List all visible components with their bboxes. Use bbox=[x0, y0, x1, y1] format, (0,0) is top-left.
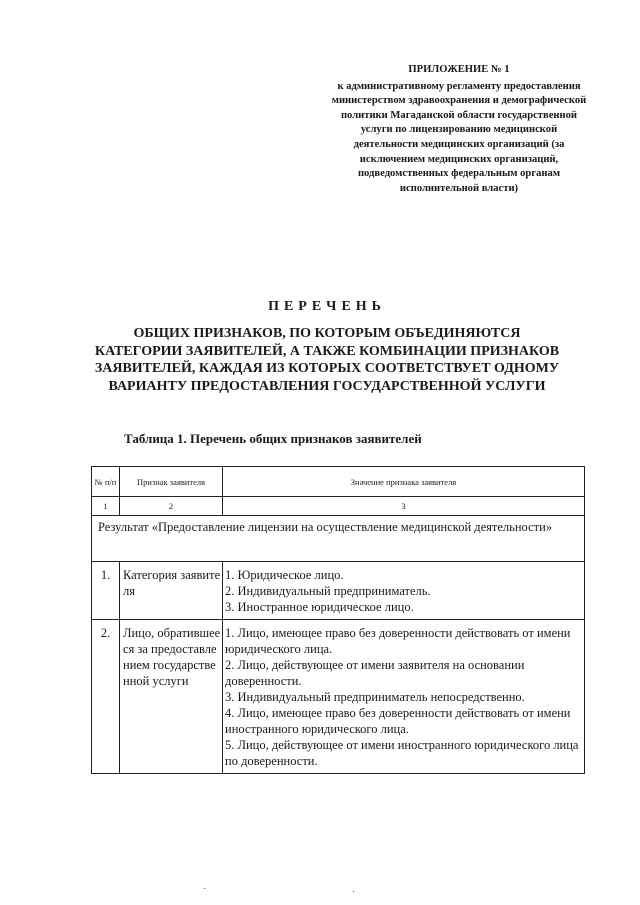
header-feature: Признак заявителя bbox=[120, 467, 223, 497]
row-values bbox=[223, 562, 585, 620]
value-item: 1. Юридическое лицо. bbox=[225, 568, 344, 582]
row-values bbox=[223, 620, 585, 774]
scan-speck: · bbox=[352, 887, 356, 898]
header-value: Значение признака заявителя bbox=[223, 467, 585, 497]
heading-caption: ПЕРЕЧЕНЬ bbox=[268, 299, 386, 314]
column-number-1: 1 bbox=[92, 497, 120, 516]
value-item: 4. Лицо, имеющее право без доверенности действовать от имени иностранного юридического лица. bbox=[225, 706, 571, 736]
table-row bbox=[92, 620, 585, 774]
scan-speck: · bbox=[203, 884, 207, 895]
row-number: 1. bbox=[92, 562, 120, 620]
value-item: 2. Индивидуальный предприниматель. bbox=[225, 584, 431, 598]
value-item: 3. Индивидуальный предприниматель непосредственно. bbox=[225, 690, 525, 704]
value-item: 1. Лицо, имеющее право без доверенности действовать от имени юридического лица. bbox=[225, 626, 571, 656]
table-row bbox=[92, 562, 585, 620]
document-heading bbox=[92, 299, 562, 395]
column-number-2: 2 bbox=[120, 497, 223, 516]
appendix-label: ПРИЛОЖЕНИЕ № 1 bbox=[408, 64, 510, 75]
applicant-features-table bbox=[91, 466, 585, 774]
value-item: 2. Лицо, действующее от имени заявителя на основании доверенности. bbox=[225, 658, 525, 688]
value-item: 5. Лицо, действующее от имени иностранного юридического лица по доверенности. bbox=[225, 738, 579, 768]
appendix-block bbox=[328, 63, 590, 196]
appendix-subtitle: к административному регламенту предоставления министерством здравоохранения и демографической политики Магаданской области государственной услуги по лицензированию медицинской деятельности медицинских организаций (за исключением медицинских организаций, подведомственных федеральным органам исполнительной власти) bbox=[331, 80, 587, 194]
heading-body: ОБЩИХ ПРИЗНАКОВ, ПО КОТОРЫМ ОБЪЕДИНЯЮТСЯ КАТЕГОРИИ ЗАЯВИТЕЛЕЙ, А ТАКЖЕ КОМБИНАЦИИ ПРИЗНАКОВ ЗАЯВИТЕЛЕЙ, КАЖДАЯ ИЗ КОТОРЫХ СООТВЕТСТВУЕТ ОДНОМУ ВАРИАНТУ ПРЕДОСТАВЛЕНИЯ ГОСУДАРСТВЕННОЙ УСЛУГИ bbox=[94, 326, 560, 394]
header-number: № п/п bbox=[92, 467, 120, 497]
result-row bbox=[92, 516, 585, 562]
row-feature: Лицо, обратившееся за предоставлением государственной услуги bbox=[120, 620, 223, 774]
row-number: 2. bbox=[92, 620, 120, 774]
column-number-3: 3 bbox=[223, 497, 585, 516]
row-feature: Категория заявителя bbox=[120, 562, 223, 620]
result-cell: Результат «Предоставление лицензии на осуществление медицинской деятельности» bbox=[92, 516, 585, 562]
table-caption: Таблица 1. Перечень общих признаков заявителей bbox=[124, 431, 422, 446]
value-item: 3. Иностранное юридическое лицо. bbox=[225, 600, 414, 614]
header-row bbox=[92, 467, 585, 497]
column-number-row bbox=[92, 497, 585, 516]
